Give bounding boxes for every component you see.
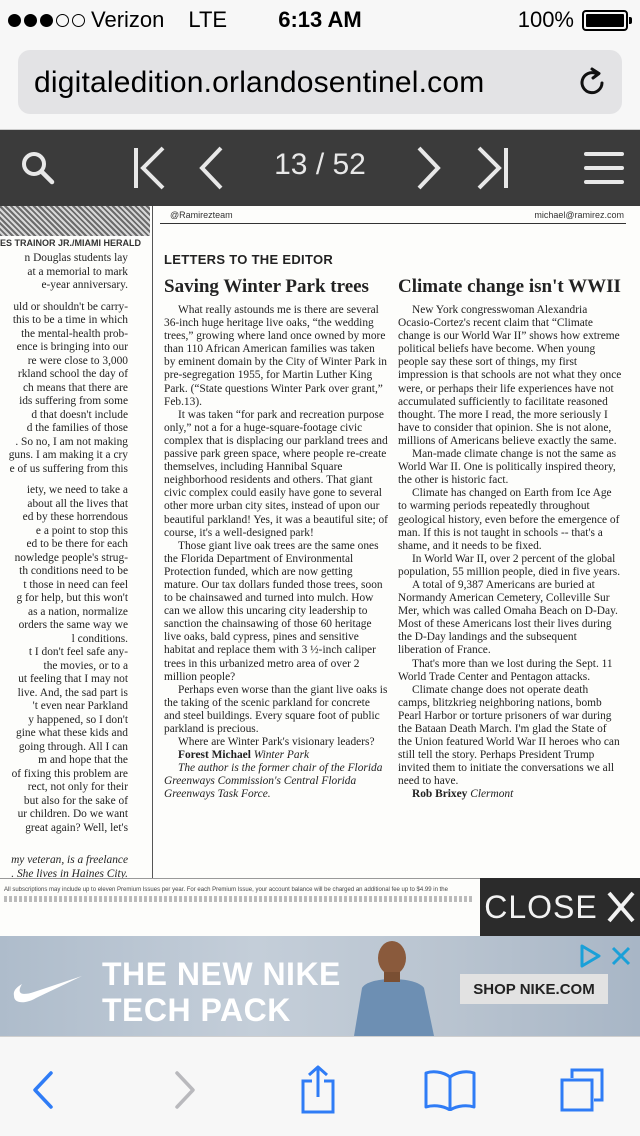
section-title: LETTERS TO THE EDITOR: [164, 252, 334, 267]
letter-paragraph: Climate change does not operate death camps, blitzkrieg neighboring nations, bomb Pearl Harbor or torture prisoners of war during the Bataan Death March. I'm glad the State of the Union featured World War II heroes who can still tell the story. Perhaps President Trump invited them to initiate the conversations we all need to have.: [398, 683, 620, 788]
close-label: CLOSE: [484, 888, 598, 925]
text-line: rect, not only for their: [27, 781, 128, 793]
first-page-icon: [131, 145, 169, 191]
signature-line: my veteran, is a freelance: [11, 854, 128, 866]
text-line: ence is bringing into our: [16, 341, 128, 353]
first-page-button[interactable]: [130, 144, 170, 192]
text-line: ids suffering from some: [19, 395, 128, 407]
network-type: LTE: [188, 7, 228, 32]
previous-page-button[interactable]: [196, 144, 226, 192]
left-column-text: [0, 252, 128, 835]
letter-paragraph: Where are Winter Park's visionary leaders?: [178, 736, 375, 749]
text-line: t those in need can feel: [23, 578, 128, 591]
text-line: the movies, or to a: [43, 659, 128, 672]
letter-paragraph: New York congresswoman Alexandria Ocasio-Cortez's recent claim that “Climate change is our World War II” shows how extreme political beliefs have become. When young people say these sort of things, my first impression is that schools are not what they once were, or perhaps their life experiences have not accumulated sufficiently to facilitate reasoned thought. The more I read, the more seriously I have to consider that opinion. She is not alone, millions of Americans believe exactly the same.: [398, 304, 622, 447]
author-name: Forest Michael: [178, 749, 254, 762]
forward-button[interactable]: [170, 1067, 200, 1113]
text-line: y happened, so I don't: [28, 713, 128, 726]
text-line: at a memorial to mark: [27, 265, 128, 278]
author-location: Clermont: [470, 788, 514, 801]
fine-print-continued: [4, 896, 474, 902]
text-line: m and hope that the: [38, 754, 128, 766]
share-icon: [300, 1065, 336, 1115]
back-icon: [31, 1070, 55, 1110]
text-line: great again? Well, let's: [25, 821, 128, 834]
next-page-icon: [416, 145, 442, 191]
ad-headline: THE NEW NIKE: [102, 956, 341, 992]
close-ad-button[interactable]: [480, 878, 640, 936]
text-line: the mental-health prob-: [21, 327, 128, 340]
author-note: The author is the former chair of the Florida Greenways Commission's Central Florida Greenways Task Force.: [164, 762, 383, 801]
search-icon: [20, 150, 56, 186]
battery-percent: 100%: [517, 7, 574, 32]
browser-toolbar: [0, 1036, 640, 1136]
viewer-toolbar: [0, 130, 640, 206]
letter-paragraph: A total of 9,387 Americans are buried at Normandy American Cemetery, Colleville Sur Mer, which was called Omaha Beach on D-Day. Most of these Americans lost their lives during the D-Day landings and the subsequent liberation of France.: [398, 578, 618, 657]
letter-paragraph: Perhaps even worse than the giant live oaks is the taking of the scenic parkland for concrete and steel buildings. Every square foot of public parkland is precious.: [164, 683, 388, 735]
author-name: Rob Brixey: [412, 788, 471, 801]
letter-body: [398, 304, 622, 802]
ad-close-icon: [611, 946, 631, 966]
text-line: orders the same way we: [18, 619, 128, 631]
cartoonist-email: michael@ramirez.com: [534, 210, 624, 220]
text-line: but also for the sake of: [23, 794, 128, 807]
nike-swoosh-logo: [12, 970, 84, 1004]
text-line: ed to be there for each: [26, 538, 128, 550]
forward-icon: [173, 1070, 197, 1110]
text-line: guns. I am making it a cry: [8, 449, 128, 461]
status-time: 6:13 AM: [278, 7, 362, 32]
newspaper-page[interactable]: [0, 206, 640, 936]
letter-paragraph: Man-made climate change is not the same as World War II. One is politically inspired theory, the other is historic fact.: [398, 448, 617, 487]
status-right: [518, 7, 628, 33]
close-icon: [606, 890, 636, 924]
tabs-icon: [558, 1066, 606, 1114]
last-page-icon: [473, 145, 511, 191]
text-line: rkland school the day of: [17, 368, 128, 380]
ad-model-image: [334, 936, 444, 1036]
text-line: d that doesn't include: [31, 408, 128, 421]
text-line: nowledge people's strug-: [14, 551, 128, 564]
letter-author: [398, 788, 622, 801]
text-line: ut feeling that I may not: [18, 673, 128, 685]
address-bar[interactable]: [18, 50, 622, 114]
text-line: e of us suffering from this: [9, 462, 128, 475]
text-line: ch means that there are: [23, 381, 128, 394]
text-line: . So no, I am not making: [15, 435, 128, 448]
letter-body: [164, 304, 388, 802]
text-line: going through. All I can: [18, 740, 128, 753]
text-line: t I don't feel safe any-: [28, 646, 128, 658]
author-location: Winter Park: [253, 749, 310, 762]
tabs-button[interactable]: [556, 1067, 608, 1113]
battery-icon: [582, 10, 628, 31]
text-line: ur children. Do we want: [17, 808, 128, 820]
text-line: re were close to 3,000: [27, 354, 128, 367]
bookmarks-button[interactable]: [422, 1067, 478, 1113]
text-line: d the families of those: [26, 422, 128, 434]
carrier-label: Verizon: [91, 7, 165, 32]
twitter-handle: @Ramirezteam: [170, 210, 233, 220]
text-line: l conditions.: [71, 632, 128, 645]
text-line: e a point to stop this: [35, 524, 128, 537]
news-photo: [0, 206, 150, 236]
text-line: iety, we need to take a: [26, 484, 128, 496]
adchoices-icon: [579, 944, 601, 968]
letter-paragraph: Those giant live oak trees are the same ones the Florida Department of Environmental Protection funded, which are now getting mature. Our tax dollars funded those trees, soon to be chainsawed and turned into mulch. How can we allow this uncaring city leadership to sanction the chainsawing of those 60 heritage live oaks, bald cypress, pines and sensitive habitat and replace them with 3 ½-inch caliper trees in this urbanized metro area of over 2 million people?: [164, 539, 383, 683]
text-line: [0, 476, 128, 484]
share-button[interactable]: [296, 1067, 340, 1113]
adchoices-button[interactable]: [576, 942, 604, 970]
letter-headline: Saving Winter Park trees: [164, 276, 369, 297]
text-line: gine what these kids and: [16, 727, 128, 739]
shop-now-button[interactable]: SHOP NIKE.COM: [460, 974, 608, 1004]
back-button[interactable]: [28, 1067, 58, 1113]
letter-paragraph: Climate has changed on Earth from Ice Age to warming periods repeatedly throughout geological history, even before the emergence of man. If this is not taught in schools -- that's a shame, and it needs to be fixed.: [398, 487, 620, 552]
search-button[interactable]: [16, 144, 60, 192]
reload-icon[interactable]: [576, 66, 608, 98]
address-bar-area: [0, 40, 640, 130]
next-page-button[interactable]: [414, 144, 444, 192]
page-indicator: 13 / 52: [274, 148, 366, 181]
text-line: th conditions need to be: [19, 565, 128, 577]
letter-headline: Climate change isn't WWII: [398, 276, 621, 297]
status-bar: [0, 0, 640, 40]
ad-close-button[interactable]: [606, 942, 636, 970]
letter-paragraph: That's more than we lost during the Sept. 11 World Trade Center and Pentagon attacks.: [398, 657, 613, 683]
url-text[interactable]: digitaledition.orlandosentinel.com: [34, 66, 485, 99]
letter-paragraph: It was taken “for park and recreation purpose only,” not a for a huge-square-footage civic complex that is displacing our parkland trees and passive park green space, where people re-create themselves, including Hannibal Square neighborhood residents and others. That giant civic complex could easily have gone to several other more urban city sites, instead of upon our beautiful parkland! Yes, it was a beautiful site; of course, it's a well-designed park!: [164, 408, 388, 539]
text-line: this to be a time in which: [12, 314, 128, 326]
fine-print: All subscriptions may include up to eleven Premium Issues per year. For each Premium Issue, your account balance will be charged an additional fee up to $4.99 in the: [4, 887, 448, 893]
signature-line: . She lives in Haines City.: [11, 867, 128, 878]
menu-button[interactable]: [582, 144, 626, 192]
text-line: uld or shouldn't be carry-: [13, 300, 128, 313]
text-line: as a nation, normalize: [28, 605, 128, 618]
last-page-button[interactable]: [472, 144, 512, 192]
cartoon-strip-bottom: [160, 206, 626, 224]
letter-paragraph: In World War II, over 2 percent of the global population, 55 million people, died in five years.: [398, 552, 621, 578]
text-line: n Douglas students lay: [24, 252, 128, 264]
column-divider: [152, 206, 153, 878]
photo-credit: ES TRAINOR JR./MIAMI HERALD: [0, 238, 142, 248]
previous-page-icon: [198, 145, 224, 191]
text-line: 't even near Parkland: [32, 700, 128, 712]
left-column: [0, 206, 150, 878]
ad-banner[interactable]: [0, 936, 640, 1036]
text-line: of fixing this problem are: [11, 767, 128, 780]
text-line: about all the lives that: [27, 497, 128, 510]
menu-icon: [584, 151, 624, 185]
letter-author: [164, 749, 388, 762]
text-line: e-year anniversary.: [41, 279, 128, 291]
left-column-signature: [11, 854, 128, 878]
ad-subheadline: TECH PACK: [102, 992, 291, 1028]
text-line: live. And, the sad part is: [17, 686, 128, 699]
letter-paragraph: What really astounds me is there are several 36-inch huge heritage live oaks, “the wedding trees,” growing where land once owned by more than 110 African American families was taken by eminent domain by the City of Winter Park in pre-segregation 1955, for Martin Luther King Park. (“State questions Winter Park over grant,” Feb.13).: [164, 304, 387, 408]
text-line: g for help, but this won't: [16, 592, 128, 604]
bookmarks-icon: [424, 1069, 476, 1111]
text-line: [0, 293, 128, 301]
text-line: ed by these horrendous: [22, 511, 128, 523]
